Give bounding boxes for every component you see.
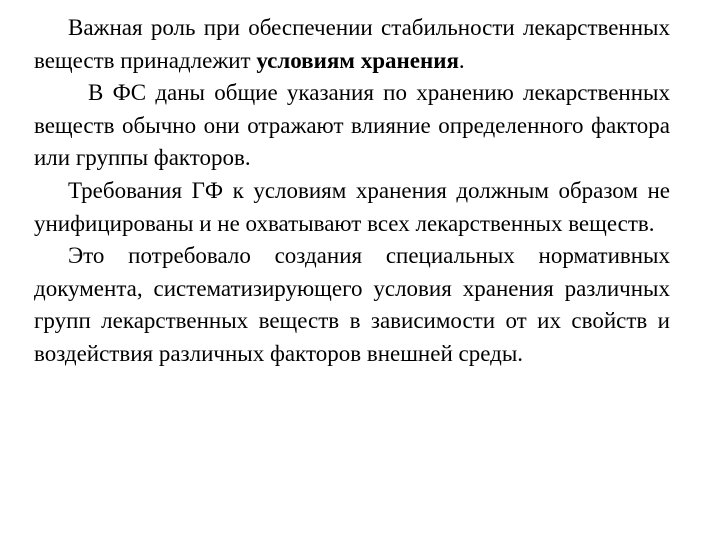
paragraph-1-bold-text: условиям хранения: [256, 47, 459, 73]
paragraph-2-text: В ФС даны общие указания по хранению лекарственных веществ обычно они отражают влияние определенного фактора или группы факторов.: [34, 80, 670, 171]
body-text: [34, 12, 670, 371]
paragraph-storage-conditions: [34, 12, 670, 77]
paragraph-fs-guidance: [34, 77, 670, 175]
paragraph-1-text-end: .: [458, 47, 465, 73]
paragraph-4-text: Это потребовало создания специальных нормативных документа, систематизирующего условия хранения различных групп лекарственных веществ в зависимости от их свойств и воздействия различных факторов внешней среды.: [34, 243, 670, 366]
paragraph-gf-requirements: [34, 175, 670, 240]
paragraph-1-text: Важная роль при обеспечении стабильности лекарственных веществ принадлежит: [34, 15, 670, 73]
paragraph-3-text: Требования ГФ к условиям хранения должным образом не унифицированы и не охватывают всех лекарственных веществ.: [34, 177, 670, 236]
paragraph-normative-documents: [34, 240, 670, 370]
